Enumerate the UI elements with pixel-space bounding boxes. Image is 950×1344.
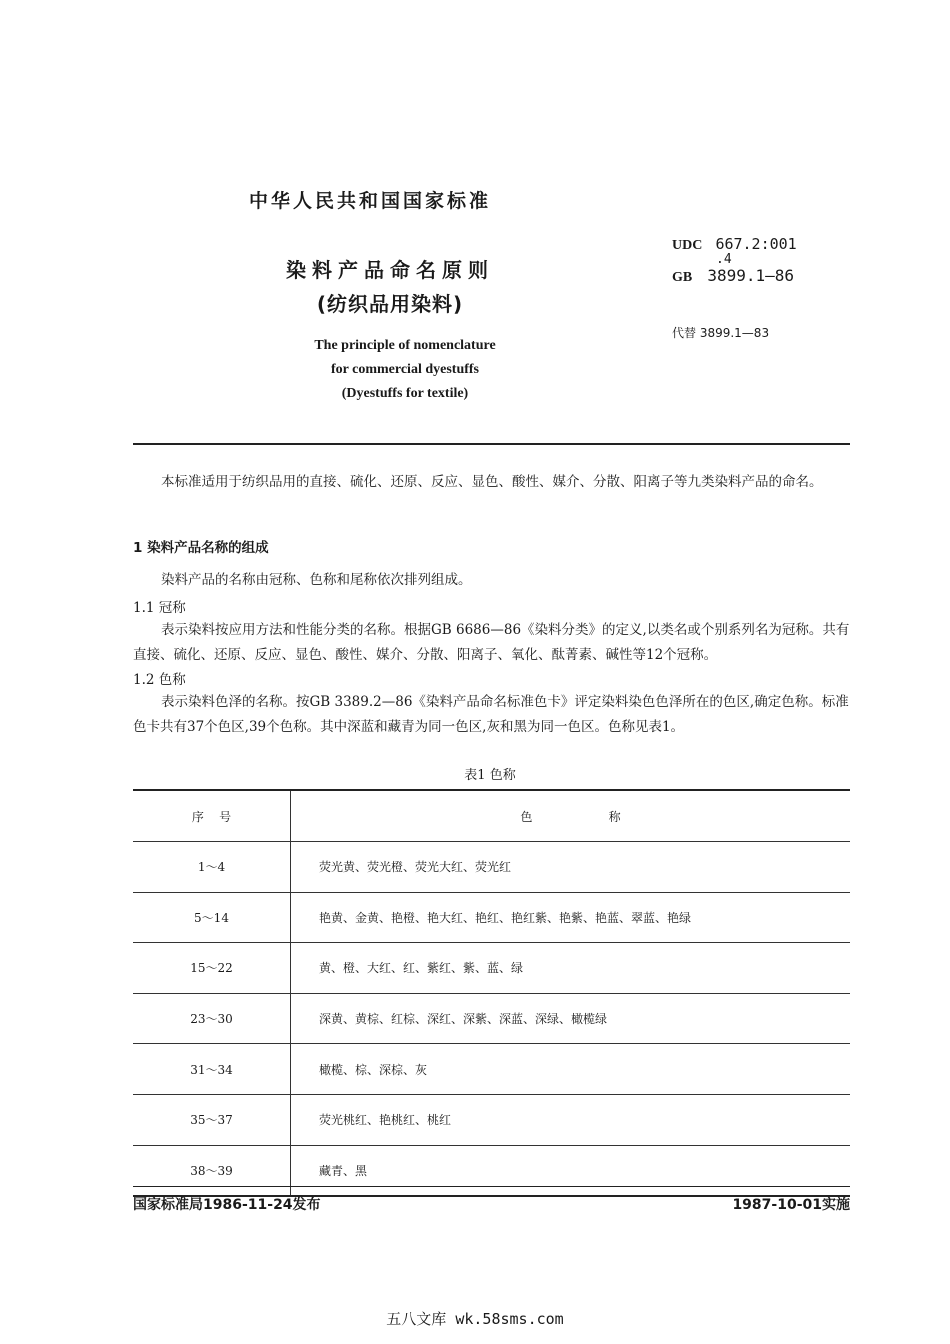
udc-label: UDC: [672, 238, 703, 253]
section-1-text: 染料产品的名称由冠称、色称和尾称依次排列组成。: [161, 572, 472, 588]
table-row: [133, 943, 850, 994]
intro-paragraph: 本标准适用于纺织品用的直接、硫化、还原、反应、显色、酸性、媒介、分散、阳离子等九类染料产品的命名。: [161, 474, 823, 490]
table-row: [133, 842, 850, 893]
table-row: [133, 1145, 850, 1196]
national-standard-heading: 中华人民共和国国家标准: [248, 190, 491, 212]
section-1-2-text: 表示染料色泽的名称。按GB 3389.2—86《染料产品命名标准色卡》评定染料染色色泽所在的色区,确定色称。标准色卡共有37个色区,39个色称。其中深蓝和藏青为同一色区,灰和黑为同一色区。色称见表1。: [133, 694, 849, 735]
section-1-heading: 1 染料产品名称的组成: [133, 540, 269, 556]
udc-suffix: .4: [716, 252, 732, 267]
color-name-table: [133, 789, 850, 1197]
section-1-1-text: 表示染料按应用方法和性能分类的名称。根据GB 6686—86《染料分类》的定义,以类名或个别系列名为冠称。共有直接、硫化、还原、反应、显色、酸性、媒介、分散、阳离子、氧化、酞菁素、碱性等12个冠称。: [133, 622, 850, 663]
document-subtitle-cn: (纺织品用染料): [316, 292, 464, 316]
row-serial: 38～39: [133, 1145, 291, 1196]
document-title-en-line3: (Dyestuffs for textile): [341, 386, 469, 401]
row-serial: 23～30: [133, 993, 291, 1044]
document-title-en-line2: for commercial dyestuffs: [331, 362, 479, 377]
row-colors: 荧光桃红、艳桃红、桃红: [291, 1094, 851, 1145]
row-colors: 藏青、黑: [291, 1145, 851, 1196]
section-1-1-heading: 1.1 冠称: [133, 600, 186, 616]
header-divider: [133, 443, 850, 445]
table-row: [133, 993, 850, 1044]
gb-value: 3899.1—86: [707, 266, 795, 285]
footer-divider: [133, 1186, 850, 1187]
effective-date: 1987-10-01实施: [732, 1197, 850, 1213]
row-serial: 1～4: [133, 842, 291, 893]
gb-code: [672, 266, 794, 286]
table-caption: 表1 色称: [464, 768, 516, 783]
table-row: [133, 1094, 850, 1145]
table-row: [133, 1044, 850, 1095]
document-title-cn: 染料产品命名原则: [286, 258, 494, 282]
row-colors: 黄、橙、大红、红、紫红、紫、蓝、绿: [291, 943, 851, 994]
replaces-note: 代替 3899.1—83: [672, 326, 770, 340]
table-header-row: [133, 790, 850, 842]
row-serial: 5～14: [133, 892, 291, 943]
row-colors: 深黄、黄棕、红棕、深红、深紫、深蓝、深绿、橄榄绿: [291, 993, 851, 1044]
row-serial: 35～37: [133, 1094, 291, 1145]
udc-value: 667.2:001: [715, 235, 797, 253]
row-colors: 艳黄、金黄、艳橙、艳大红、艳红、艳红紫、艳紫、艳蓝、翠蓝、艳绿: [291, 892, 851, 943]
row-colors: 橄榄、棕、深棕、灰: [291, 1044, 851, 1095]
table-row: [133, 892, 850, 943]
row-serial: 15～22: [133, 943, 291, 994]
document-title-en-line1: The principle of nomenclature: [314, 338, 496, 353]
watermark-text: 五八文库 wk.58sms.com: [386, 1310, 564, 1328]
section-1-2-heading: 1.2 色称: [133, 672, 186, 688]
row-serial: 31～34: [133, 1044, 291, 1095]
gb-label: GB: [672, 270, 693, 285]
issue-date: 国家标准局1986-11-24发布: [133, 1197, 321, 1213]
header-color-name: 色 称: [291, 790, 851, 842]
udc-code: [672, 234, 797, 254]
header-serial: 序 号: [133, 790, 291, 842]
row-colors: 荧光黄、荧光橙、荧光大红、荧光红: [319, 860, 512, 875]
